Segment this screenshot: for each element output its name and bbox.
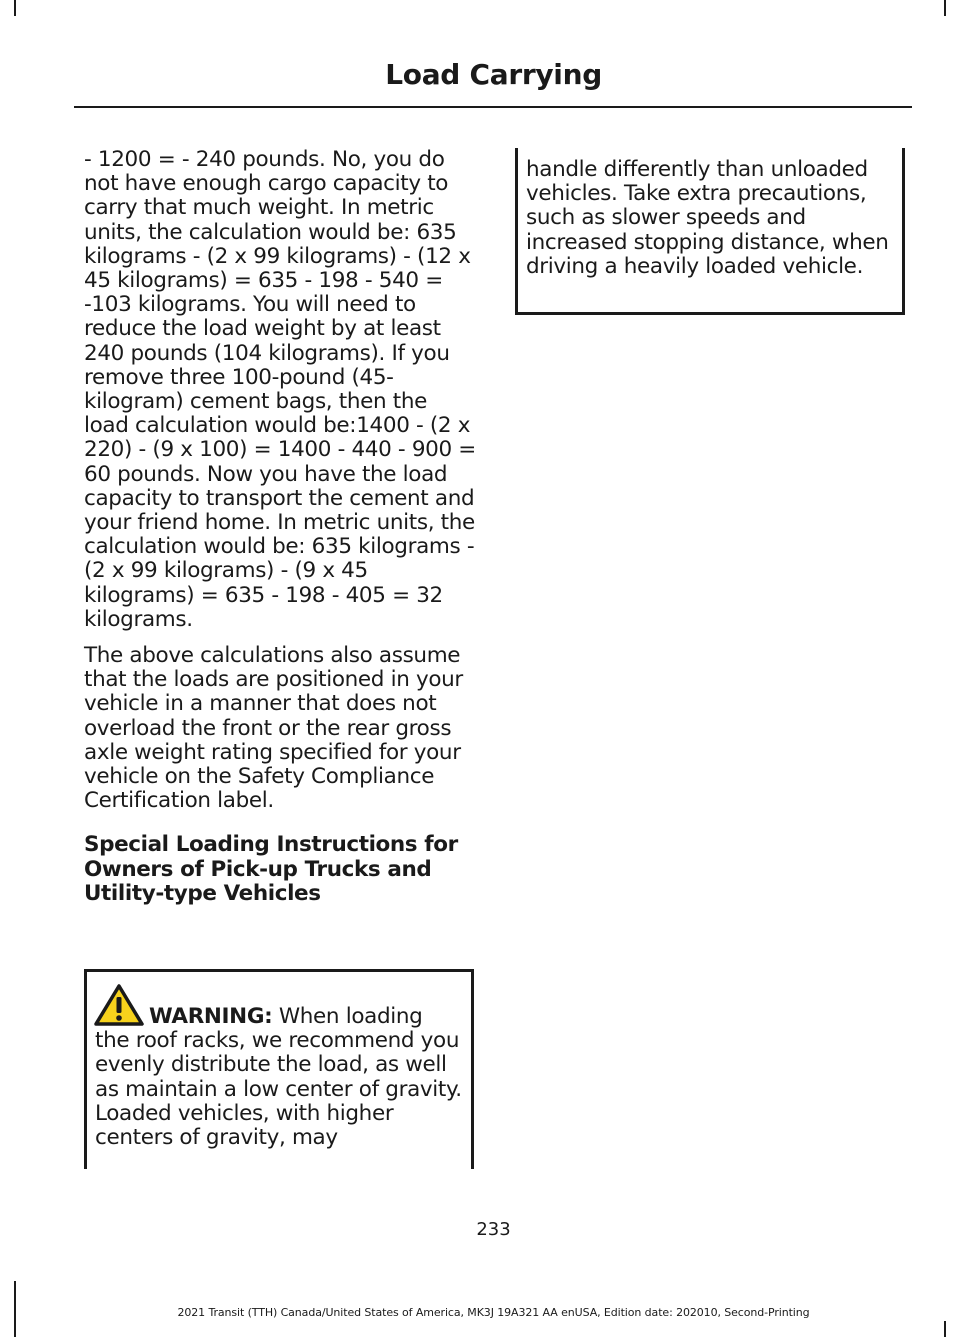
warning-label: WARNING: bbox=[149, 1004, 273, 1029]
crop-mark-top-left bbox=[14, 0, 16, 16]
warning-text-continued: handle differently than unloaded vehicles. Take extra precautions, such as slower speeds and increased stopping distance, when driving a heavily loaded vehicle. bbox=[526, 157, 889, 279]
section-heading: Special Loading Instructions for Owners of Pick-up Trucks and Utility-type Vehicles bbox=[84, 832, 458, 906]
page-number: 233 bbox=[476, 1219, 511, 1240]
header-divider bbox=[74, 106, 912, 108]
left-column bbox=[84, 148, 476, 906]
warning-text: When loading the roof racks, we recommend you evenly distribute the load, as well as maintain a low center of gravity. Loaded vehicles, with higher centers of gravity, may bbox=[95, 1004, 462, 1151]
crop-mark-bottom-right bbox=[944, 1321, 946, 1337]
body-paragraph: The above calculations also assume that the loads are positioned in your vehicle in a manner that does not overload the front or the rear gross axle weight rating specified for your vehicle on the Safety Compliance Certification label. bbox=[84, 643, 463, 814]
edition-footer: 2021 Transit (TTH) Canada/United States of America, MK3J 19A321 AA enUSA, Edition date: 202010, Second-Printing bbox=[177, 1306, 810, 1319]
warning-box-continued bbox=[515, 148, 905, 315]
warning-box bbox=[84, 969, 474, 1169]
page-title: Load Carrying bbox=[385, 58, 602, 91]
warning-triangle-icon bbox=[93, 983, 145, 1027]
body-paragraph: - 1200 = - 240 pounds. No, you do not have enough cargo capacity to carry that much weight. In metric units, the calculation would be: 635 kilograms - (2 x 99 kilograms) - (12 x 45 kilograms) = 635 - 198 - 540 = -103 kilograms. You will need to reduce the load weight by at least 240 pounds (104 kilograms). If you remove three 100-pound (45-kilogram) cement bags, then the load calculation would be:1400 - (2 x 220) - (9 x 100) = 1400 - 440 - 900 = 60 pounds. Now you have the load capacity to transport the cement and your friend home. In metric units, the calculation would be: 635 kilograms - (2 x 99 kilograms) - (9 x 45 kilograms) = 635 - 198 - 405 = 32 kilograms. bbox=[84, 147, 476, 632]
crop-mark-top-right bbox=[944, 0, 946, 16]
